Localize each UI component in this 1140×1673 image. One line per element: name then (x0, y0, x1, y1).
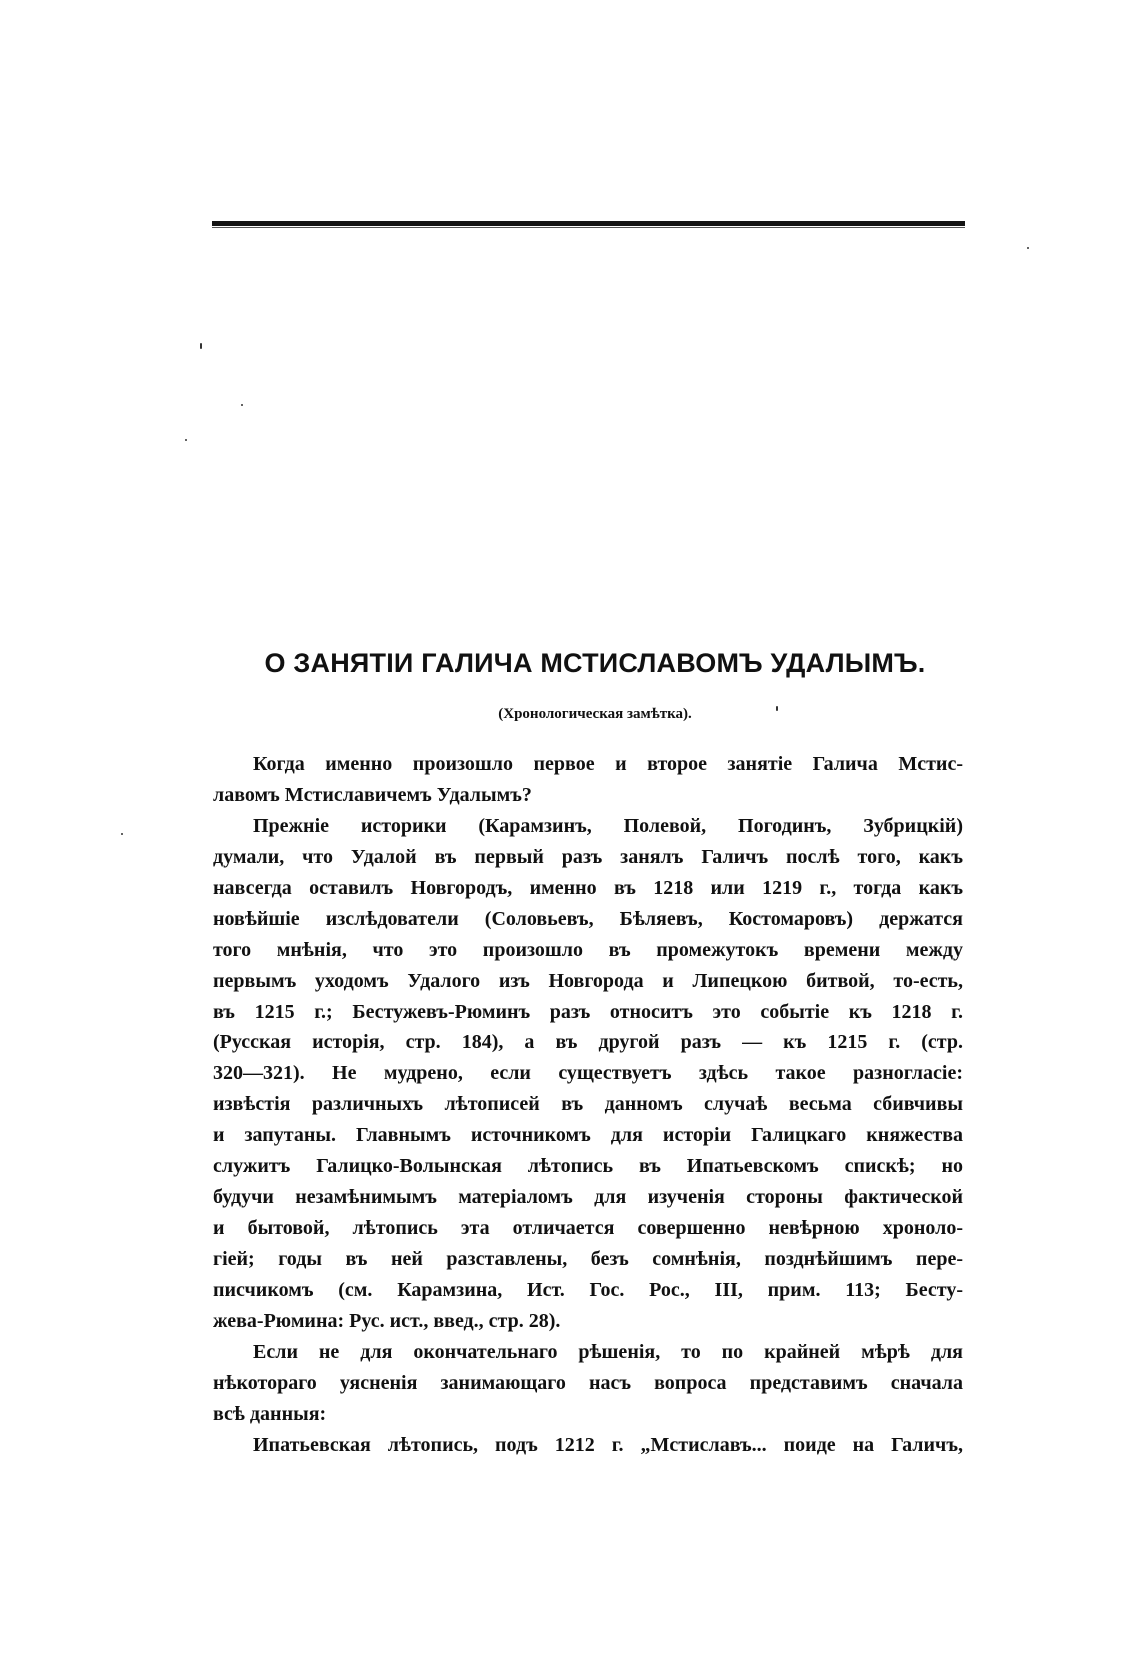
text-line: новѣйшіе изслѣдователи (Соловьевъ, Бѣляевъ, Костомаровъ) держатся (213, 907, 963, 930)
top-rule (212, 221, 965, 226)
text-line: Прежніе историки (Карамзинъ, Полевой, Погодинъ, Зубрицкій) (253, 814, 963, 837)
text-line: нѣкотораго уясненія занимающаго насъ вопроса представимъ сначала (213, 1371, 963, 1394)
text-line: писчикомъ (см. Карамзина, Ист. Гос. Рос., III, прим. 113; Бесту- (213, 1278, 963, 1301)
page-speck (241, 404, 243, 406)
article-subtitle: (Хронологическая замѣтка). (498, 706, 692, 722)
page-speck (1027, 247, 1029, 249)
page-speck (121, 833, 123, 835)
text-line: Если не для окончательнаго рѣшенія, то по крайней мѣрѣ для (253, 1340, 963, 1363)
text-line: первымъ уходомъ Удалого изъ Новгорода и Липецкою битвой, то-есть, (213, 969, 963, 992)
page-speck (200, 343, 202, 349)
text-line: и запутаны. Главнымъ источникомъ для исторіи Галицкаго княжества (213, 1124, 963, 1147)
text-line: служитъ Галицко-Волынская лѣтопись въ Ипатьевскомъ спискѣ; но (213, 1155, 963, 1178)
text-line: Ипатьевская лѣтопись, подъ 1212 г. „Мстиславъ... поиде на Галичъ, (253, 1433, 963, 1456)
text-line: и бытовой, лѣтопись эта отличается совершенно невѣрною хроноло- (213, 1217, 963, 1240)
article-title: О ЗАНЯТІИ ГАЛИЧА МСТИСЛАВОМЪ УДАЛЫМЪ. (264, 648, 926, 678)
text-line: лавомъ Мстиславичемъ Удалымъ? (213, 783, 532, 806)
text-line: въ 1215 г.; Бестужевъ-Рюминъ разъ относитъ это событіе къ 1218 г. (213, 1000, 963, 1023)
article-body (213, 749, 963, 1461)
text-line: будучи незамѣнимымъ матеріаломъ для изученія стороны фактической (213, 1186, 963, 1209)
text-line: гіей; годы въ ней разставлены, безъ сомнѣнія, позднѣйшимъ пере- (213, 1248, 963, 1270)
text-line: жева-Рюмина: Рус. ист., введ., стр. 28). (213, 1309, 561, 1332)
text-line: Когда именно произошло первое и второе занятіе Галича Мстис- (253, 753, 963, 775)
text-line: извѣстія различныхъ лѣтописей въ данномъ случаѣ весьма сбивчивы (213, 1093, 963, 1116)
text-line: навсегда оставилъ Новгородъ, именно въ 1218 или 1219 г., тогда какъ (213, 876, 963, 899)
page-speck (185, 439, 187, 441)
text-line: думали, что Удалой въ первый разъ занялъ Галичъ послѣ того, какъ (213, 845, 963, 868)
text-line: того мнѣнія, что это произошло въ промежутокъ времени между (213, 938, 963, 961)
text-line: всѣ данныя: (213, 1402, 327, 1425)
text-line: (Русская исторія, стр. 184), а въ другой разъ — къ 1215 г. (стр. (213, 1031, 963, 1054)
text-line: 320—321). Не мудрено, если существуетъ здѣсь такое разногласіе: (213, 1062, 963, 1085)
